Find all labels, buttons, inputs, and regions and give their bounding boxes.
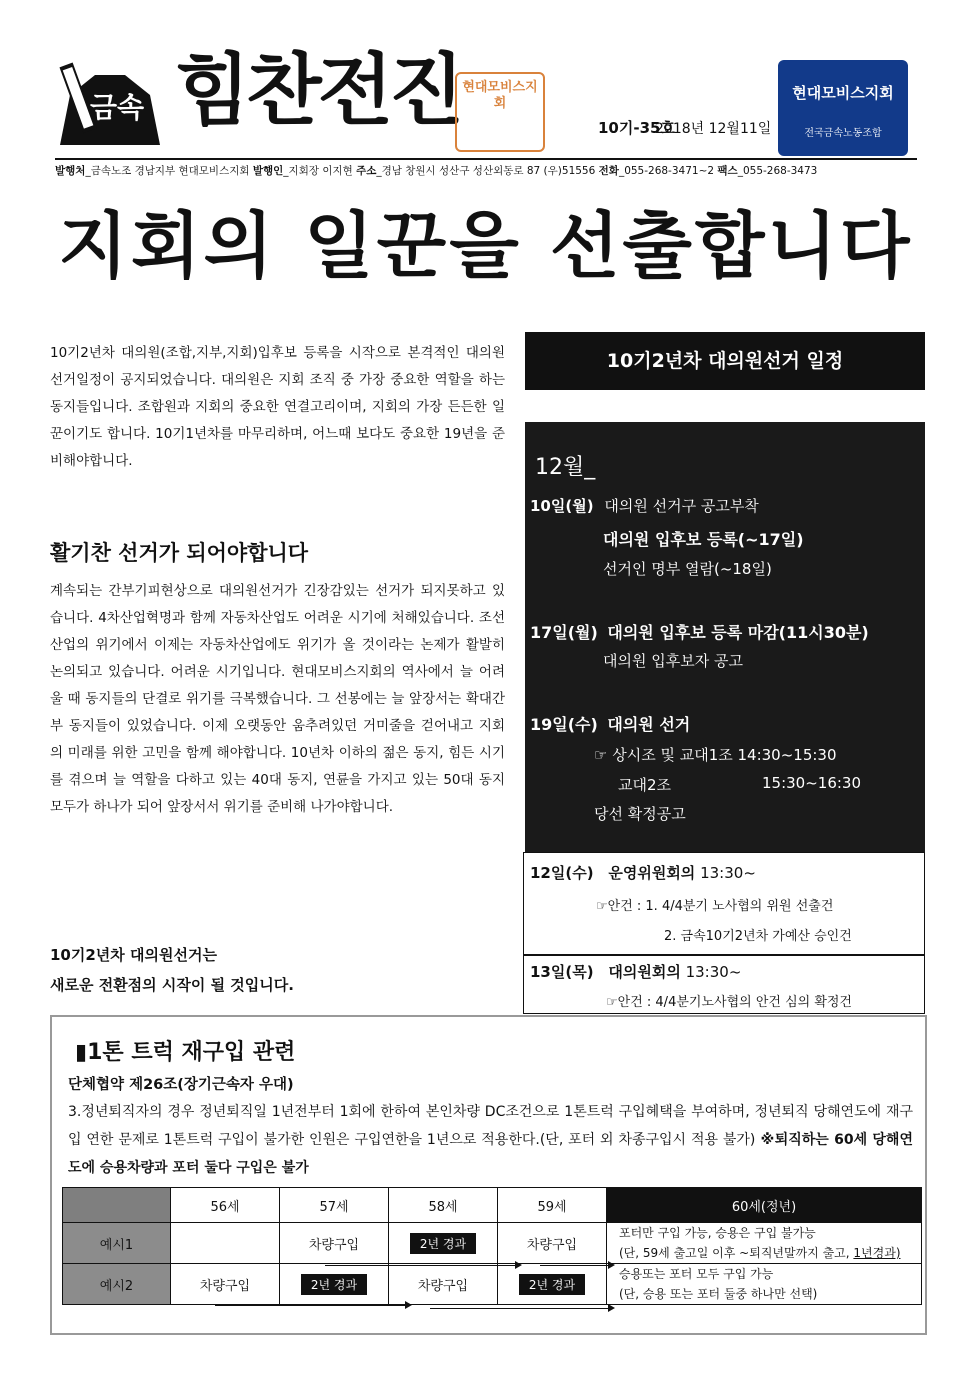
phone-label: 전화 — [598, 165, 619, 177]
example-2-arrow-1 — [215, 1305, 405, 1306]
example-1-note-1: 포터만 구입 가능, 승용은 구입 불가능 — [619, 1226, 816, 1240]
example-2-note-2: (단, 승용 또는 포터 둘중 하나만 선택) — [619, 1287, 818, 1301]
schedule-title: 10기2년차 대의원선거 일정 — [525, 332, 925, 390]
logo-left-text: 금속 — [89, 91, 145, 124]
example-1-59: 차량구입 — [498, 1223, 607, 1264]
meeting-1-title: 운영위원회의 — [608, 864, 696, 882]
example-2-59-tag: 2년 경과 — [519, 1274, 585, 1295]
meeting-1-time: 13:30~ — [700, 864, 756, 882]
example-1-arrowhead-2 — [608, 1261, 615, 1269]
schedule-d19-item2: ☞ 상시조 및 교대1조 14:30~15:30 — [594, 746, 837, 764]
table-row — [63, 1223, 922, 1264]
issuer-label: 발행인 — [252, 165, 284, 177]
issue-date: 2018년 12월11일 — [655, 121, 772, 137]
example-2-note — [607, 1264, 922, 1305]
meeting-2-title: 대의원회의 — [608, 963, 681, 981]
example-1-label: 예시1 — [63, 1223, 171, 1264]
header-age-59: 59세 — [498, 1188, 607, 1223]
example-1-58 — [389, 1223, 498, 1264]
meeting-1-agenda-1: ☞안건 : 1. 4/4분기 노사협의 위원 선출건 — [596, 899, 834, 914]
schedule-d19-item3 — [618, 774, 862, 795]
truck-examples-table — [62, 1187, 922, 1305]
address-label: 주소 — [356, 165, 377, 177]
schedule-d19-item3-shift: 교대2조 — [618, 776, 672, 794]
issuer: _지회장 이지현 — [283, 165, 353, 177]
fax-label: 팩스 — [717, 165, 738, 177]
section-body: 계속되는 간부기피현상으로 대의원선거가 긴장감있는 선거가 되지못하고 있습니다. 4차산업혁명과 함께 자동차산업도 어려운 시기에 처해있습니다. 조선산업의 위기에서 이제는 자동차산업에도 위기가 올 것이라는 논제가 활발히 논의되고 있습니다. 어려운 시기입니다. 현대모비스지회의 역사에서 늘 어려울 때 동지들의 단결로 위기를 극복했습니다. 그 선봉에는 늘 앞장서는 확대간부 동지들이 있었습니다. 이제 오랫동안 움추려있던 거미줄을 걷어내고 지회의 미래를 위한 고민을 함께 해야합니다. 10년차 이하의 젊은 동지, 힘든 시기를 겪으며 늘 역할을 다하고 있는 40대 동지, 연륜을 가지고 있는 50대 동지 모두가 하나가 되어 앞장서서 위기를 준비해 나가야합니다. — [50, 583, 505, 815]
schedule-d19-item3-time: 15:30~16:30 — [762, 774, 862, 792]
union-logo — [55, 55, 165, 155]
table-row — [63, 1264, 922, 1305]
header-age-57: 57세 — [280, 1188, 389, 1223]
header-age-56: 56세 — [171, 1188, 280, 1223]
example-1-note — [607, 1223, 922, 1264]
meeting-1-date: 12일(수) — [530, 864, 594, 882]
publisher-label: 발행처 — [55, 165, 86, 177]
schedule-month: 12월_ — [535, 455, 596, 480]
example-2-arrow-2 — [430, 1308, 610, 1309]
meeting-2 — [530, 961, 741, 982]
example-2-57-tag: 2년 경과 — [301, 1274, 367, 1295]
schedule-d17-date: 17일(월) — [530, 623, 598, 642]
branch-logo-flag — [778, 60, 908, 156]
schedule-d10-item2: 대의원 입후보 등록(~17일) — [603, 530, 804, 549]
issue-number: 10기-35호 — [598, 119, 675, 137]
schedule-d19-item1: 대의원 선거 — [607, 715, 691, 734]
meeting-2-date: 13일(목) — [530, 963, 594, 981]
address: _경남 창원시 성산구 성산외동로 87 (우)51556 — [376, 165, 596, 177]
schedule-d10 — [530, 495, 759, 516]
phone: _055-268-3471~2 — [618, 165, 715, 177]
closing-line-1: 10기2년차 대의원선거는 — [50, 946, 217, 964]
example-2-note-1: 승용또는 포터 모두 구입 가능 — [619, 1267, 774, 1281]
closing-line-2: 새로운 전환점의 시작이 될 것입니다. — [50, 976, 294, 994]
schedule-d10-item3: 선거인 명부 열람(~18일) — [603, 560, 772, 578]
truck-section-subtitle: 단체협약 제26조(장기근속자 우대) — [68, 1077, 294, 1093]
schedule-d17-item2: 대의원 입후보자 공고 — [603, 652, 743, 670]
example-1-note-2b: 1년경과) — [853, 1246, 901, 1260]
fax: _055-268-3473 — [737, 165, 818, 177]
meeting-2-time: 13:30~ — [685, 963, 742, 981]
example-2-56: 차량구입 — [171, 1264, 280, 1305]
example-2-57 — [280, 1264, 389, 1305]
example-1-note-2 — [619, 1243, 921, 1263]
example-1-arrow-1 — [325, 1265, 515, 1266]
example-2-58: 차량구입 — [389, 1264, 498, 1305]
truck-section-title: ▮1톤 트럭 재구입 관련 — [75, 1040, 296, 1065]
truck-body-note: ※퇴직하는 60세 당해연도에 승용차량과 포터 둘다 구입은 불가 — [68, 1132, 913, 1176]
schedule-d10-item1: 대의원 선거구 공고부착 — [604, 497, 759, 515]
publication-info — [55, 163, 925, 178]
example-1-57: 차량구입 — [280, 1223, 389, 1264]
table-corner — [63, 1188, 171, 1223]
branch-logo-name: 현대모비스지회 — [792, 84, 894, 102]
example-1-note-2a: (단, 59세 출고일 이후 ~퇴직년말까지 출고, — [619, 1246, 854, 1260]
meeting-1 — [530, 862, 756, 883]
example-2-arrowhead-1 — [405, 1301, 412, 1309]
newsletter-title: 힘찬전진 — [175, 46, 461, 136]
section-title: 활기찬 선거가 되어야합니다 — [50, 541, 309, 565]
schedule-d19-date: 19일(수) — [530, 715, 598, 734]
example-2-label: 예시2 — [63, 1264, 171, 1305]
schedule-d19 — [530, 712, 690, 735]
example-1-arrow-2 — [540, 1265, 610, 1266]
closing-statement — [50, 940, 294, 1000]
headline: 지회의 일꾼을 선출합니다 — [58, 204, 913, 288]
meeting-2-agenda-1: ☞안건 : 4/4분기노사협의 안건 심의 확정건 — [606, 995, 852, 1010]
table-header-row — [63, 1188, 922, 1223]
truck-body-text: 3.정년퇴직자의 경우 정년퇴직일 1년전부터 1회에 한하여 본인차량 DC조건으로 1톤트럭 구입혜택을 부여하며, 정년퇴직 당해연도에 재구입 연한 문제로 1톤트럭 구입이 불가한 인원은 구입연한을 1년으로 적용한다.(단, 포터 외 차종구입시 적용 불가) — [68, 1104, 913, 1148]
example-2-arrowhead-2 — [608, 1304, 615, 1312]
header-age-60: 60세(정년) — [607, 1188, 922, 1223]
branch-logo-union: 전국금속노동조합 — [804, 128, 882, 139]
meetings-divider — [523, 954, 925, 956]
example-1-arrowhead-1 — [515, 1261, 522, 1269]
schedule-d17-item1: 대의원 입후보 등록 마감(11시30분) — [607, 623, 869, 642]
publisher: _금속노조 경남지부 현대모비스지회 — [85, 165, 250, 177]
example-2-59 — [498, 1264, 607, 1305]
meeting-1-agenda-2: 2. 금속10기2년차 가예산 승인건 — [664, 929, 852, 944]
schedule-d19-item4: 당선 확정공고 — [594, 805, 686, 823]
example-1-58-tag: 2년 경과 — [410, 1233, 476, 1254]
schedule-d10-date: 10일(월) — [530, 497, 594, 515]
schedule-d17 — [530, 620, 869, 643]
header-age-58: 58세 — [389, 1188, 498, 1223]
truck-section-body — [68, 1098, 913, 1182]
masthead-divider — [55, 158, 917, 160]
example-1-56 — [171, 1223, 280, 1264]
branch-seal: 현대모비스지회 — [455, 72, 545, 152]
intro-paragraph: 10기2년차 대의원(조합,지부,지회)입후보 등록을 시작으로 본격적인 대의원선거일정이 공지되었습니다. 대의원은 지회 조직 중 가장 중요한 역할을 하는 동지들입니다. 조합원과 지회의 중요한 연결고리이며, 지회의 가장 든든한 일꾼이기도 합니다. 10기1년차를 마무리하며, 어느때 보다도 중요한 19년을 준비해야합니다. — [50, 345, 505, 469]
